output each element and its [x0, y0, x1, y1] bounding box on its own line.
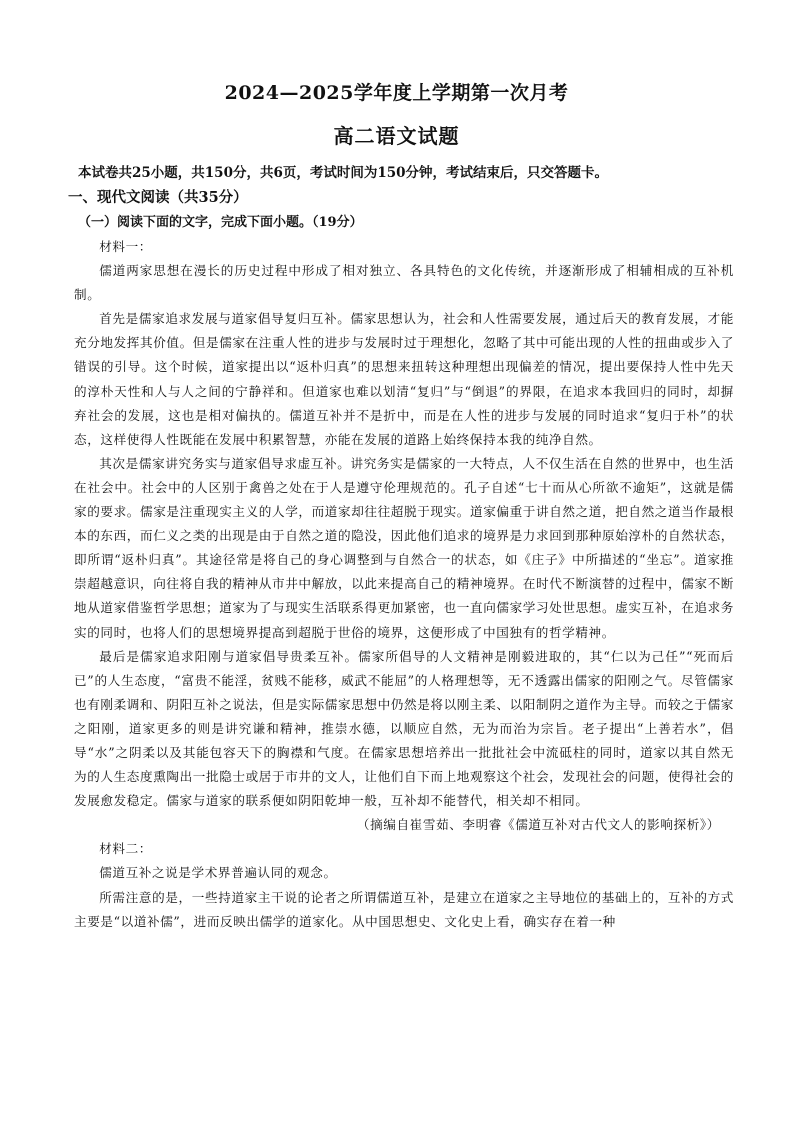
paragraph: 其次是儒家讲究务实与道家倡导求虚互补。讲究务实是儒家的一大特点，人不仅生活在自然的世界中，也生活在社会中。社会中的人区别于禽兽之处在于人是遵守伦理规范的。孔子自述“七十而从心所欲不逾矩”，这就是儒家的要求。儒家是注重现实主义的人学，而道家却往往超脱于现实。道家偏重于讲自然之道，把自然之道当作最根本的东西，而仁义之类的出现是由于自然之道的隐没，因此他们追求的境界是力求回到那种原始淳朴的自然状态，即所谓“返朴归真”。其途径常是将自己的身心调整到与自然合一的状态，如《庄子》中所描述的“坐忘”。道家推崇超越意识，向往将自我的精神从市井中解放，以此来提高自己的精神境界。在时代不断演替的过程中，儒家不断地从道家借鉴哲学思想；道家为了与现实生活联系得更加紧密，也一直向儒家学习处世思想。虚实互补，在追求务实的同时，也将人们的思想境界提高到超脱于世俗的境界，这便形成了中国独有的哲学精神。: [74, 455, 734, 640]
exam-subtitle: 高二语文试题: [333, 124, 460, 148]
exam-title: 2024—2025学年度上学期第一次月考: [224, 82, 569, 104]
paragraph: 儒道两家思想在漫长的历史过程中形成了相对独立、各具特色的文化传统，并逐渐形成了相辅相成的互补机制。: [74, 263, 734, 303]
exam-instructions: 本试卷共25小题，共150分，共6页，考试时间为150分钟，考试结束后，只交答题卡。: [78, 165, 609, 181]
material-label: 材料二：: [99, 841, 152, 857]
paragraph: 所需注意的是，一些持道家主干说的论者之所谓儒道互补，是建立在道家之主导地位的基础上的，互补的方式主要是“以道补儒”，进而反映出儒学的道家化。从中国思想史、文化史上看，确实存在着一种: [74, 889, 734, 929]
paragraph: 首先是儒家追求发展与道家倡导复归互补。儒家思想认为，社会和人性需要发展，通过后天的教育发展，才能充分地发挥其价值。但是儒家在注重人性的进步与发展时过于理想化，忽略了其中可能出现的人性的扭曲或步入了错误的引导。这个时候，道家提出以“返朴归真”的思想来扭转这种理想出现偏差的情况，提出要保持人性中先天的淳朴天性和人与人之间的宁静祥和。但道家也难以划清“复归”与“倒退”的界限，在追求本我回归的同时，却摒弃社会的发展，这也是相对偏执的。儒道互补并不是折中，而是在人性的进步与发展的同时追求“复归于朴”的状态，这样使得人性既能在发展中积累智慧，亦能在发展的道路上始终保持本我的纯净自然。: [74, 311, 734, 447]
paragraph: 儒道互补之说是学术界普遍认同的观念。: [99, 865, 337, 881]
source-citation: （摘编自崔雪茹、李明睿《儒道互补对古代文人的影响探析》）: [356, 817, 720, 833]
material-label: 材料一：: [99, 239, 152, 254]
reading-passage: [74, 235, 734, 934]
paragraph: 最后是儒家追求阳刚与道家倡导贵柔互补。儒家所倡导的人文精神是刚毅进取的，其“仁以为己任”“死而后已”的人生态度，“富贵不能淫，贫贱不能移，威武不能屈”的人格理想等，无不透露出儒家的阳刚之气。尽管儒家也有刚柔调和、阴阳互补之说法，但是实际儒家思想中仍然是将以刚主柔、以阳制阴之道作为主导。而较之于儒家之阳刚，道家更多的则是讲究谦和精神，推崇水德，以顺应自然，无为而治为宗旨。老子提出“上善若水”，倡导“水”之阴柔以及其能包容天下的胸襟和气度。在儒家思想培养出一批批社会中流砥柱的同时，道家以其自然无为的人生态度熏陶出一批隐士或居于市井的文人，让他们自下而上地观察这个社会，发现社会的问题，使得社会的发展愈发稳定。儒家与道家的联系便如阴阳乾坤一般，互补却不能替代，相关却不相同。: [74, 648, 734, 809]
subsection-heading: （一）阅读下面的文字，完成下面小题。（19分）: [78, 215, 363, 230]
section-heading: 一、现代文阅读（共35分）: [68, 189, 248, 206]
